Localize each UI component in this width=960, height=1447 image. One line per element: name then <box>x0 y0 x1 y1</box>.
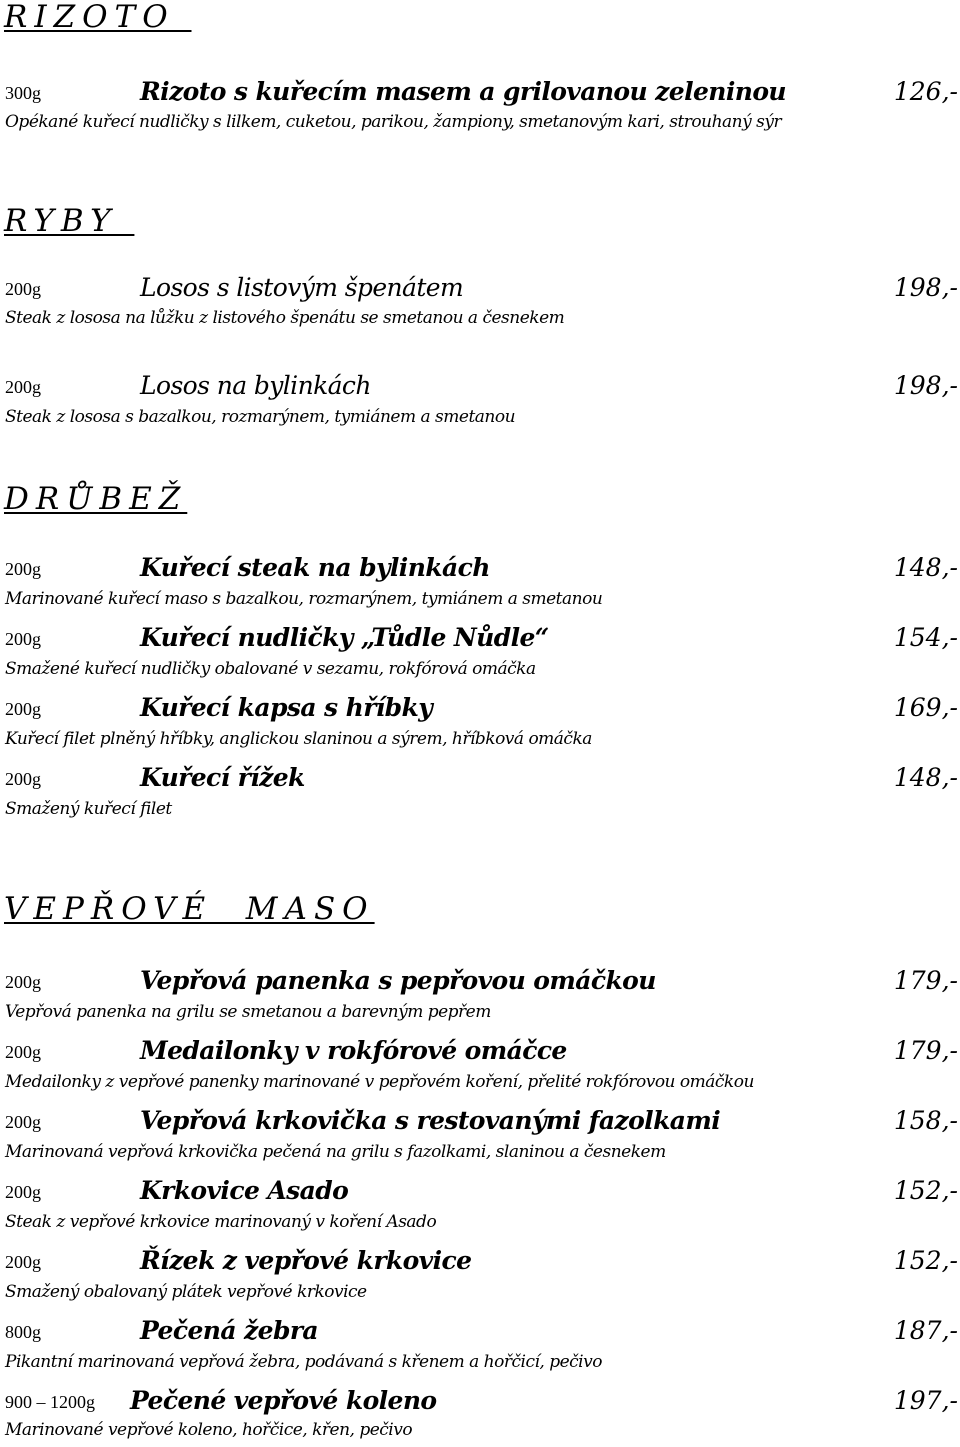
item-name: Krkovice Asado <box>140 1176 349 1205</box>
item-weight: 300g <box>5 83 41 103</box>
item-price: 126,- <box>893 77 958 106</box>
item-price: 152,- <box>893 1246 958 1275</box>
item-description: Smažený obalovaný plátek vepřové krkovice <box>5 1282 367 1302</box>
item-price: 198,- <box>893 273 958 302</box>
item-name: Pečené vepřové koleno <box>130 1386 437 1415</box>
item-description: Marinované kuřecí maso s bazalkou, rozmarýnem, tymiánem a smetanou <box>5 589 603 609</box>
item-name: Kuřecí nudličky „Tůdle Nůdle“ <box>140 623 549 652</box>
item-price: 187,- <box>893 1316 958 1345</box>
item-price: 197,- <box>893 1386 958 1415</box>
item-name: Kuřecí steak na bylinkách <box>140 553 490 582</box>
item-weight: 200g <box>5 1042 41 1062</box>
menu-item-rizoto-kureci <box>0 72 960 106</box>
item-weight: 200g <box>5 559 41 579</box>
item-weight: 200g <box>5 972 41 992</box>
item-description: Marinovaná vepřová krkovička pečená na grilu s fazolkami, slaninou a česnekem <box>5 1142 666 1162</box>
menu-item-losos-spenat <box>0 268 960 302</box>
item-weight: 200g <box>5 699 41 719</box>
item-name: Kuřecí kapsa s hříbky <box>140 693 433 722</box>
item-weight: 200g <box>5 279 41 299</box>
item-description: Kuřecí filet plněný hříbky, anglickou slaninou a sýrem, hříbková omáčka <box>5 729 592 749</box>
item-description: Steak z lososa s bazalkou, rozmarýnem, tymiánem a smetanou <box>5 407 516 427</box>
item-weight: 200g <box>5 769 41 789</box>
item-name: Kuřecí řížek <box>140 763 305 792</box>
item-price: 169,- <box>893 693 958 722</box>
item-weight: 200g <box>5 629 41 649</box>
item-name: Pečená žebra <box>140 1316 318 1345</box>
item-description: Steak z lososa na lůžku z listového špenátu se smetanou a česnekem <box>5 308 565 328</box>
menu-item-veprova-krkovicka <box>0 1101 960 1135</box>
item-name: Vepřová krkovička s restovanými fazolkami <box>140 1106 721 1135</box>
section-title-ryby: RYBY <box>4 203 135 239</box>
menu-item-kureci-kapsa <box>0 688 960 722</box>
menu-item-kureci-rizek <box>0 758 960 792</box>
item-name: Losos s listovým špenátem <box>140 273 464 302</box>
menu-item-medailonky <box>0 1031 960 1065</box>
item-weight: 200g <box>5 377 41 397</box>
item-name: Řízek z vepřové krkovice <box>140 1246 472 1275</box>
item-name: Vepřová panenka s pepřovou omáčkou <box>140 966 656 995</box>
item-weight: 900 – 1200g <box>5 1392 95 1412</box>
item-price: 148,- <box>893 553 958 582</box>
item-name: Medailonky v rokfórové omáčce <box>140 1036 567 1065</box>
item-description: Smažené kuřecí nudličky obalované v sezamu, rokfórová omáčka <box>5 659 536 679</box>
menu-item-kureci-nudlicky <box>0 618 960 652</box>
item-description: Pikantní marinovaná vepřová žebra, podávaná s křenem a hořčicí, pečivo <box>5 1352 602 1372</box>
menu-item-veprova-panenka <box>0 961 960 995</box>
section-title-drubez: DRŮBEŽ <box>4 481 188 517</box>
menu-item-pecena-zebra <box>0 1311 960 1345</box>
item-price: 198,- <box>893 371 958 400</box>
item-price: 154,- <box>893 623 958 652</box>
item-weight: 200g <box>5 1112 41 1132</box>
item-price: 179,- <box>893 1036 958 1065</box>
item-weight: 800g <box>5 1322 41 1342</box>
menu-item-pecene-koleno <box>0 1381 960 1415</box>
item-description: Medailonky z vepřové panenky marinované v pepřovém koření, přelité rokfórovou omáčkou <box>5 1072 754 1092</box>
item-description: Vepřová panenka na grilu se smetanou a barevným pepřem <box>5 1002 491 1022</box>
item-name: Losos na bylinkách <box>140 371 371 400</box>
menu-item-kureci-steak <box>0 548 960 582</box>
section-title-rizoto: RIZOTO <box>4 0 192 35</box>
item-weight: 200g <box>5 1182 41 1202</box>
menu-item-rizek-krkovice <box>0 1241 960 1275</box>
item-weight: 200g <box>5 1252 41 1272</box>
item-description: Marinované vepřové koleno, hořčice, křen, pečivo <box>5 1420 413 1440</box>
item-price: 158,- <box>893 1106 958 1135</box>
item-price: 179,- <box>893 966 958 995</box>
item-price: 148,- <box>893 763 958 792</box>
item-description: Opékané kuřecí nudličky s lilkem, cuketou, parikou, žampiony, smetanovým kari, strouhaný sýr <box>5 112 782 132</box>
item-name: Rizoto s kuřecím masem a grilovanou zeleninou <box>140 77 786 106</box>
menu-item-krkovice-asado <box>0 1171 960 1205</box>
menu-item-losos-bylinky <box>0 366 960 400</box>
item-description: Steak z vepřové krkovice marinovaný v koření Asado <box>5 1212 437 1232</box>
item-description: Smažený kuřecí filet <box>5 799 172 819</box>
section-title-veprove-maso: VEPŘOVÉ MASO <box>4 891 375 927</box>
item-price: 152,- <box>893 1176 958 1205</box>
